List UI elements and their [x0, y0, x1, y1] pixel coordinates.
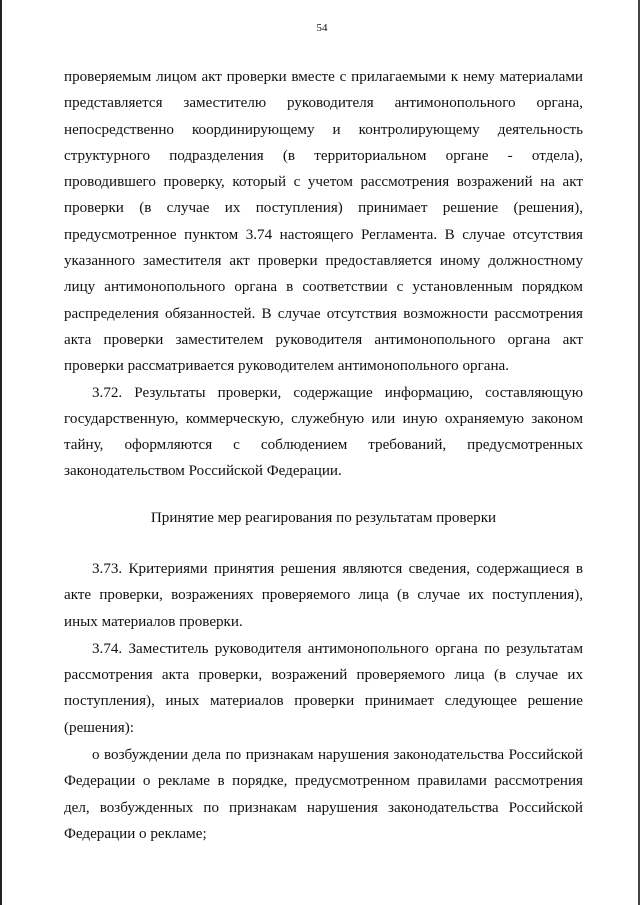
body-text — [64, 64, 583, 485]
paragraph-3-74: 3.74. Заместитель руководителя антимонопольного органа по результатам рассмотрения акта проверки, возражений проверяемого лица (в случае их поступления), иных материалов проверки принимает следующее решение (решения): — [64, 640, 583, 736]
section-heading: Принятие мер реагирования по результатам проверки — [150, 510, 497, 526]
paragraph-continuation: проверяемым лицом акт проверки вместе с прилагаемыми к нему материалами представляется заместителю руководителя антимонопольного органа, непосредственно координирующему и контролирующему деятельность структурного подразделения (в территориальном органе - отдела), проводившего проверку, который с учетом рассмотрения возражений на акт проверки (в случае их поступления) принимает решение (решения), предусмотренное пунктом 3.74 настоящего Регламента. В случае отсутствия указанного заместителя акт проверки предоставляется иному должностному лицу антимонопольного органа в соответствии с установленным порядком распределения обязанностей. В случае отсутствия возможности рассмотрения акта проверки заместителем руководителя антимонопольного органа акт проверки рассматривается руководителем антимонопольного органа. — [64, 69, 583, 375]
section-body — [64, 556, 583, 847]
paragraph-decision-item: о возбуждении дела по признакам нарушения законодательства Российской Федерации о рекламе в порядке, предусмотренном правилами рассмотрения дел, возбужденных по признакам нарушения законодательства Российской Федерации о рекламе; — [64, 747, 583, 842]
paragraph-3-72: 3.72. Результаты проверки, содержащие информацию, составляющую государственную, коммерческую, служебную или иную охраняемую законом тайну, оформляются с соблюдением требований, предусмотренных законодательством Российской Федерации. — [64, 384, 583, 480]
paragraph-3-73: 3.73. Критериями принятия решения являются сведения, содержащиеся в акте проверки, возражениях проверяемого лица (в случае их поступления), иных материалов проверки. — [64, 561, 583, 630]
page-number: 54 — [316, 22, 328, 34]
